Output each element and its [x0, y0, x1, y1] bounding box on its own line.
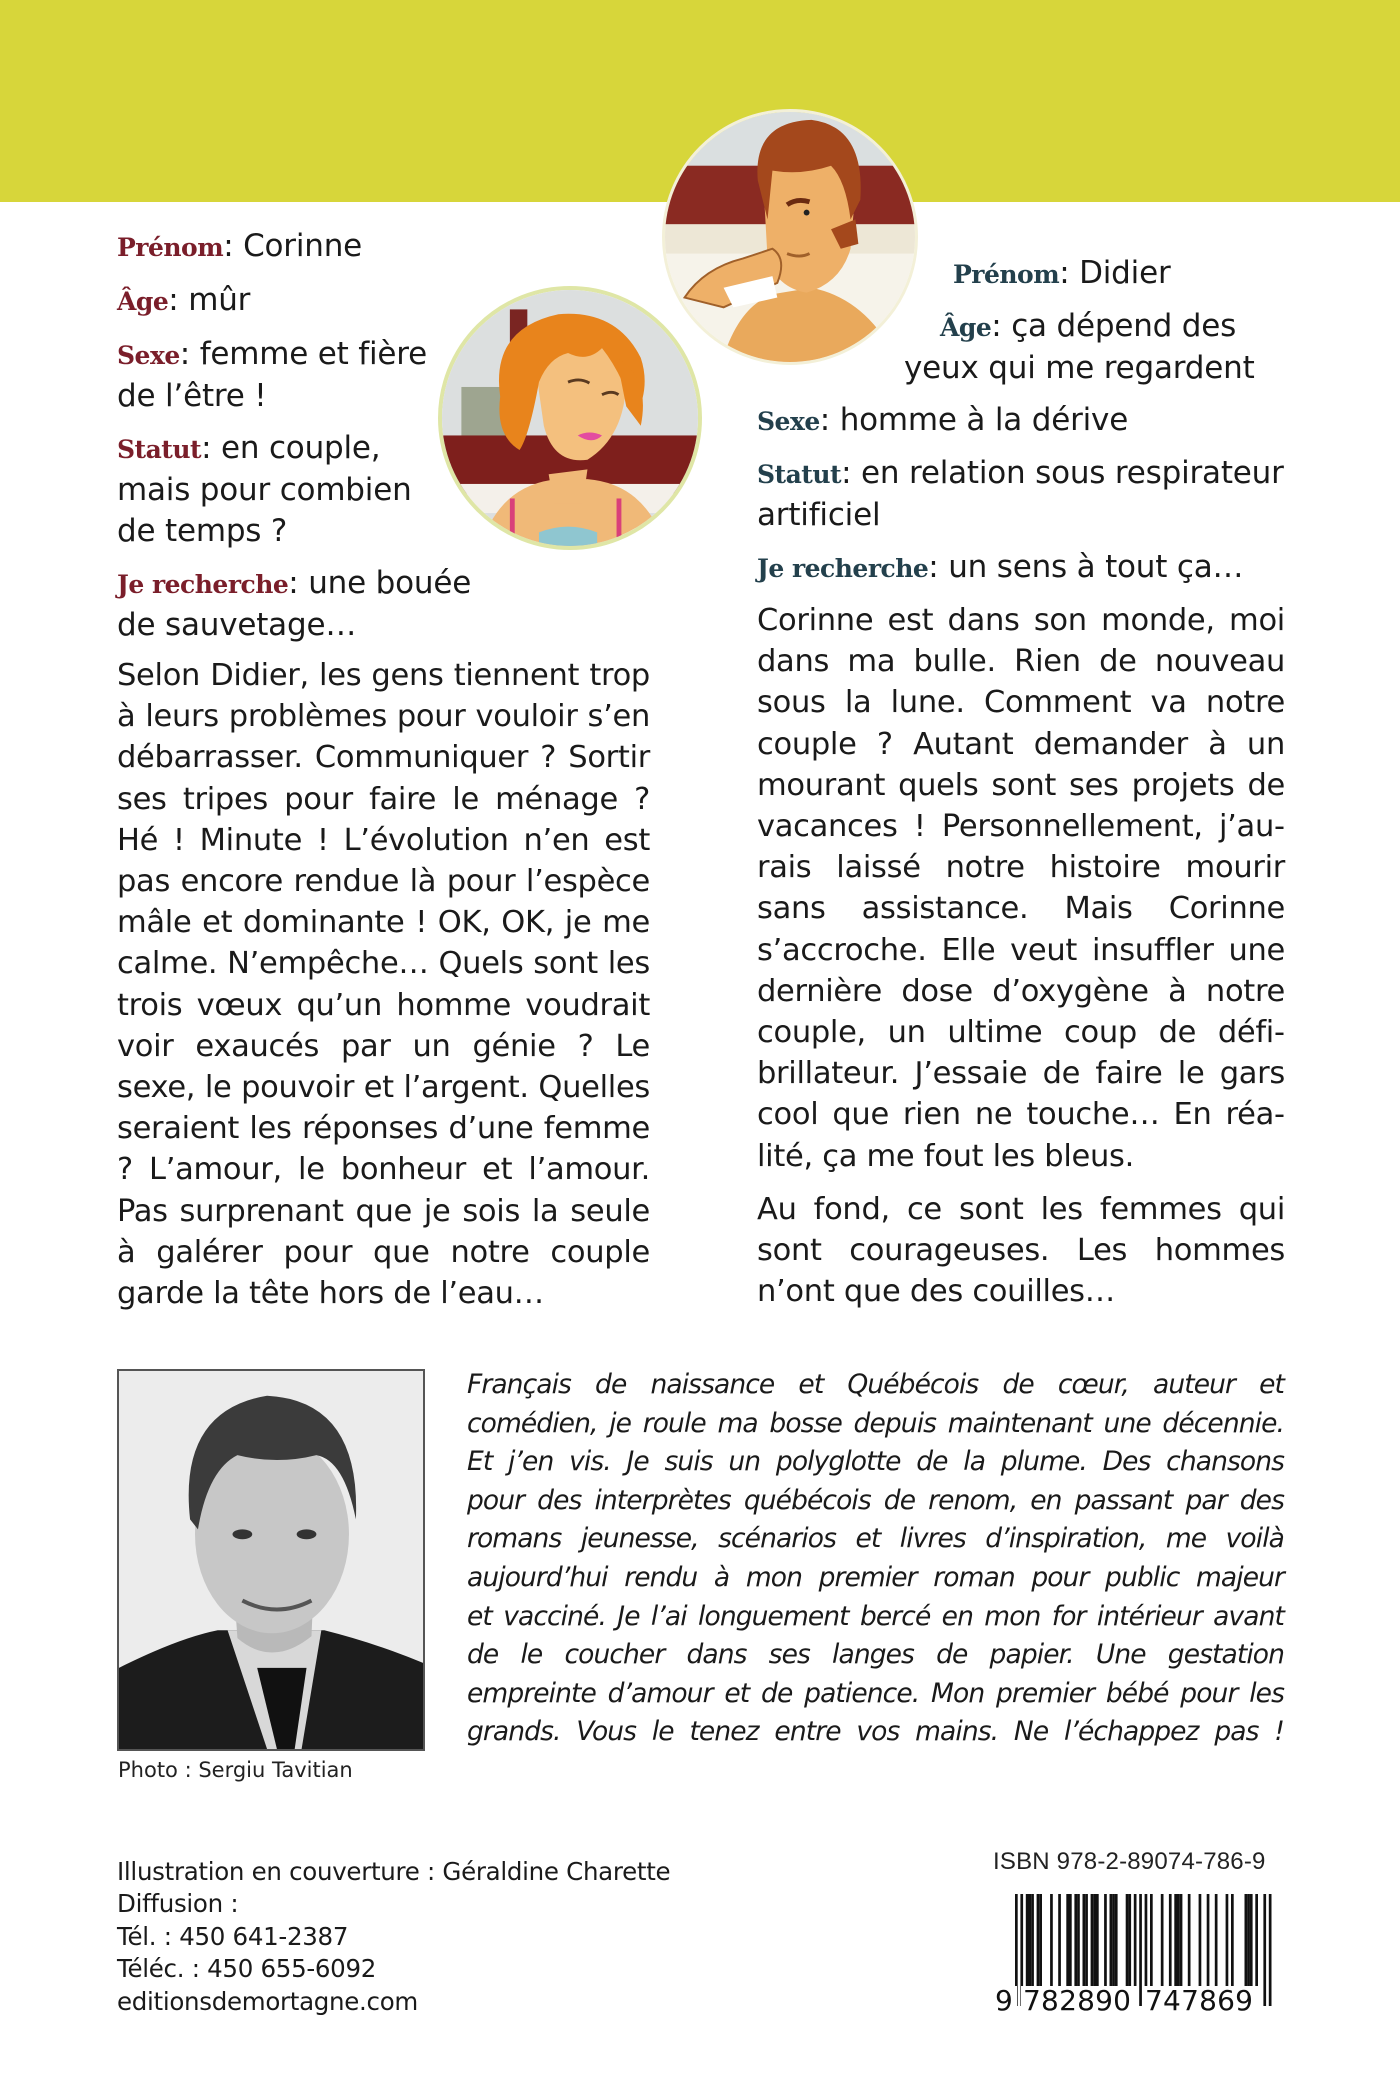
- barcode-bar: [1139, 1894, 1142, 2006]
- didier-field-sexe: Sexe: homme à la dérive: [757, 402, 1129, 438]
- field-label: Statut: [757, 460, 842, 489]
- photo-credit: Photo : Sergiu Tavitian: [118, 1758, 353, 1782]
- barcode-bar: [1050, 1894, 1053, 1986]
- barcode-bar: [1215, 1894, 1218, 1986]
- bio-line: et vacciné. Je l’ai longuement bercé en mon for intérieur avant: [467, 1600, 1284, 1632]
- bio-line: Français de naissance et Québécois de cœur, auteur et: [467, 1369, 1284, 1400]
- field-label: Je recherche: [757, 554, 929, 583]
- barcode-bar: [1247, 1894, 1250, 1986]
- paragraph: Corinne est dans son monde, moi dans ma bulle. Rien de nouveau sous la lune. Comment va notre couple ? Autant demander à un mourant quels sont ses projets de vacances ! Personnellement, j’aurais laissé notre histoire mourir sans assistance. Mais Corinne s’accroche. Elle veut insuffler une dernière dose d’oxygène à notre couple, un ultime coup de défibrillateur. J’essaie de faire le gars cool que rien ne touche… En réalité, ça me fout les bleus.: [757, 603, 1285, 1174]
- website-link[interactable]: editionsdemortagne.com: [117, 1986, 418, 2016]
- didier-portrait-icon: [662, 109, 918, 365]
- barcode-group-1: 782890: [1023, 1984, 1131, 2012]
- barcode-bar: [1128, 1894, 1131, 1986]
- barcode-bar: [1150, 1894, 1153, 1986]
- barcode-bar: [1112, 1894, 1115, 1986]
- barcode-bar: [1126, 1894, 1129, 1986]
- field-value: en relation sous respirateur artificiel: [757, 455, 1284, 533]
- barcode-bar: [1161, 1894, 1164, 1986]
- corinne-field-sexe: Sexe: femme et fière de l’être !: [117, 336, 428, 414]
- barcode-bar: [1226, 1894, 1229, 1986]
- barcode-bar: [1263, 1894, 1266, 2006]
- barcode-group-2: 747869: [1145, 1984, 1253, 2012]
- barcode-bar: [1066, 1894, 1069, 1986]
- barcode-bar: [1026, 1894, 1029, 1986]
- paragraph: Selon Didier, les gens tiennent trop à leurs problèmes pour vouloir s’en débarrasser. Communiquer ? Sortir ses tripes pour faire le ménage ? Hé ! Minute ! L’évolution n’en est pas encore rendue là pour l’espèce mâle et dominante ! OK, OK, je me calme. N’empêche… Quels sont les trois vœux qu’un homme voudrait voir exaucés par un génie ? Le sexe, le pouvoir et l’argent. Quelles seraient les réponses d’une femme ? L’amour, le bonheur et l’amour. Pas surprenant que je sois la seule à galérer pour que notre couple garde la tête hors de l’eau…: [117, 658, 650, 1312]
- field-label: Âge: [117, 287, 169, 316]
- bio-line: comédien, je roule ma bosse depuis maintenant une décennie.: [467, 1407, 1284, 1439]
- barcode-bar: [1115, 1894, 1118, 1986]
- paragraph: Au fond, ce sont les femmes qui sont courageuses. Les hommes n’ont que des couilles…: [757, 1191, 1285, 1310]
- barcode-bar: [1231, 1894, 1234, 1986]
- didier-field-recherche: Je recherche: un sens à tout ça…: [757, 549, 1244, 585]
- field-value: Didier: [1079, 255, 1171, 291]
- barcode-first-digit: 9: [995, 1984, 1013, 2012]
- barcode-bar: [1207, 1894, 1210, 1986]
- barcode-bar: [1245, 1894, 1248, 1986]
- didier-field-prenom: Prénom: Didier: [953, 255, 1171, 291]
- diffusion-label: Diffusion :: [117, 1889, 239, 1919]
- field-label: Âge: [940, 313, 992, 342]
- corinne-portrait-icon: [438, 286, 702, 550]
- bio-line: Et j’en vis. Je suis un polyglotte de la plume. Des chansons: [467, 1446, 1284, 1478]
- barcode-bar: [1037, 1894, 1040, 1986]
- barcode-bar: [1039, 1894, 1042, 1986]
- didier-field-statut: Statut: en relation sous respirateur artificiel: [757, 455, 1284, 533]
- field-label: Je recherche: [117, 570, 289, 599]
- barcode-bar: [1104, 1894, 1107, 1986]
- field-label: Prénom: [117, 233, 224, 262]
- corinne-field-statut: Statut: en couple, mais pour combien de temps ?: [117, 430, 412, 549]
- barcode-bar: [1174, 1894, 1177, 1986]
- field-value: Corinne: [243, 228, 363, 264]
- corinne-field-recherche: Je recherche: une bouée de sauvetage…: [117, 565, 472, 643]
- barcode-bar: [1029, 1894, 1032, 1986]
- barcode-bar: [1177, 1894, 1180, 1986]
- bio-line: grands. Vous le tenez entre vos mains. Ne l’échappez pas !: [467, 1716, 1284, 1748]
- barcode-bar: [1180, 1894, 1183, 1986]
- barcode-icon: [995, 1894, 1285, 2012]
- didier-monologue: [757, 600, 1285, 1312]
- barcode-bar: [1269, 1894, 1272, 2006]
- field-value: ça dépend des yeux qui me regardent: [904, 308, 1255, 386]
- barcode-bar: [1031, 1894, 1034, 1986]
- corinne-monologue: [117, 655, 650, 1314]
- barcode-bar: [1069, 1894, 1072, 1986]
- barcode-bar: [1074, 1894, 1077, 1986]
- didier-field-age: Âge: ça dépend des yeux qui me regardent: [904, 308, 1255, 386]
- field-value: en couple, mais pour combien de temps ?: [117, 430, 412, 549]
- field-value: mûr: [188, 282, 251, 318]
- field-value: homme à la dérive: [839, 402, 1129, 438]
- barcode-bar: [1093, 1894, 1096, 1986]
- field-value: un sens à tout ça…: [948, 549, 1244, 585]
- field-label: Sexe: [117, 341, 180, 370]
- barcode-bar: [1255, 1894, 1258, 1986]
- bio-line: empreinte d’amour et de patience. Mon premier bébé pour les: [467, 1677, 1284, 1709]
- barcode-bar: [1077, 1894, 1080, 1986]
- phone-number: Tél. : 450 641-2387: [117, 1921, 349, 1951]
- field-label: Prénom: [953, 260, 1060, 289]
- publisher-credits: [117, 1856, 670, 2018]
- barcode-bar: [1096, 1894, 1099, 1986]
- fax-number: Téléc. : 450 655-6092: [117, 1954, 377, 1984]
- bio-line: aujourd’hui rendu à mon premier roman pour public majeur: [467, 1561, 1284, 1593]
- field-label: Statut: [117, 435, 202, 464]
- barcode-bar: [1083, 1894, 1086, 1986]
- field-label: Sexe: [757, 407, 820, 436]
- field-value: femme et fière de l’être !: [117, 336, 428, 414]
- author-bio: [467, 1366, 1284, 1752]
- barcode-bar: [1250, 1894, 1253, 1986]
- bio-line: pour des interprètes québécois de renom, en passant par des: [467, 1484, 1284, 1516]
- barcode-bar: [1199, 1894, 1202, 1986]
- corinne-field-age: Âge: mûr: [117, 282, 251, 318]
- bio-line: romans jeunesse, scénarios et livres d’inspiration, me voilà: [467, 1523, 1284, 1555]
- isbn-label: ISBN 978-2-89074-786-9: [993, 1848, 1266, 1875]
- barcode-bar: [1091, 1894, 1094, 1986]
- barcode-bar: [1134, 1894, 1137, 1986]
- barcode-bar: [1110, 1894, 1113, 1986]
- barcode-bar: [1058, 1894, 1061, 1986]
- field-value: une bouée de sauvetage…: [117, 565, 472, 643]
- barcode-bar: [1169, 1894, 1172, 1986]
- illustration-credit: Illustration en couverture : Géraldine Charette: [117, 1857, 671, 1886]
- barcode-bar: [1188, 1894, 1191, 1986]
- author-photo-icon: [117, 1369, 425, 1751]
- barcode-bar: [1085, 1894, 1088, 1986]
- corinne-field-prenom: Prénom: Corinne: [117, 228, 363, 264]
- bio-line: de le coucher dans ses langes de papier. Une gestation: [467, 1639, 1284, 1671]
